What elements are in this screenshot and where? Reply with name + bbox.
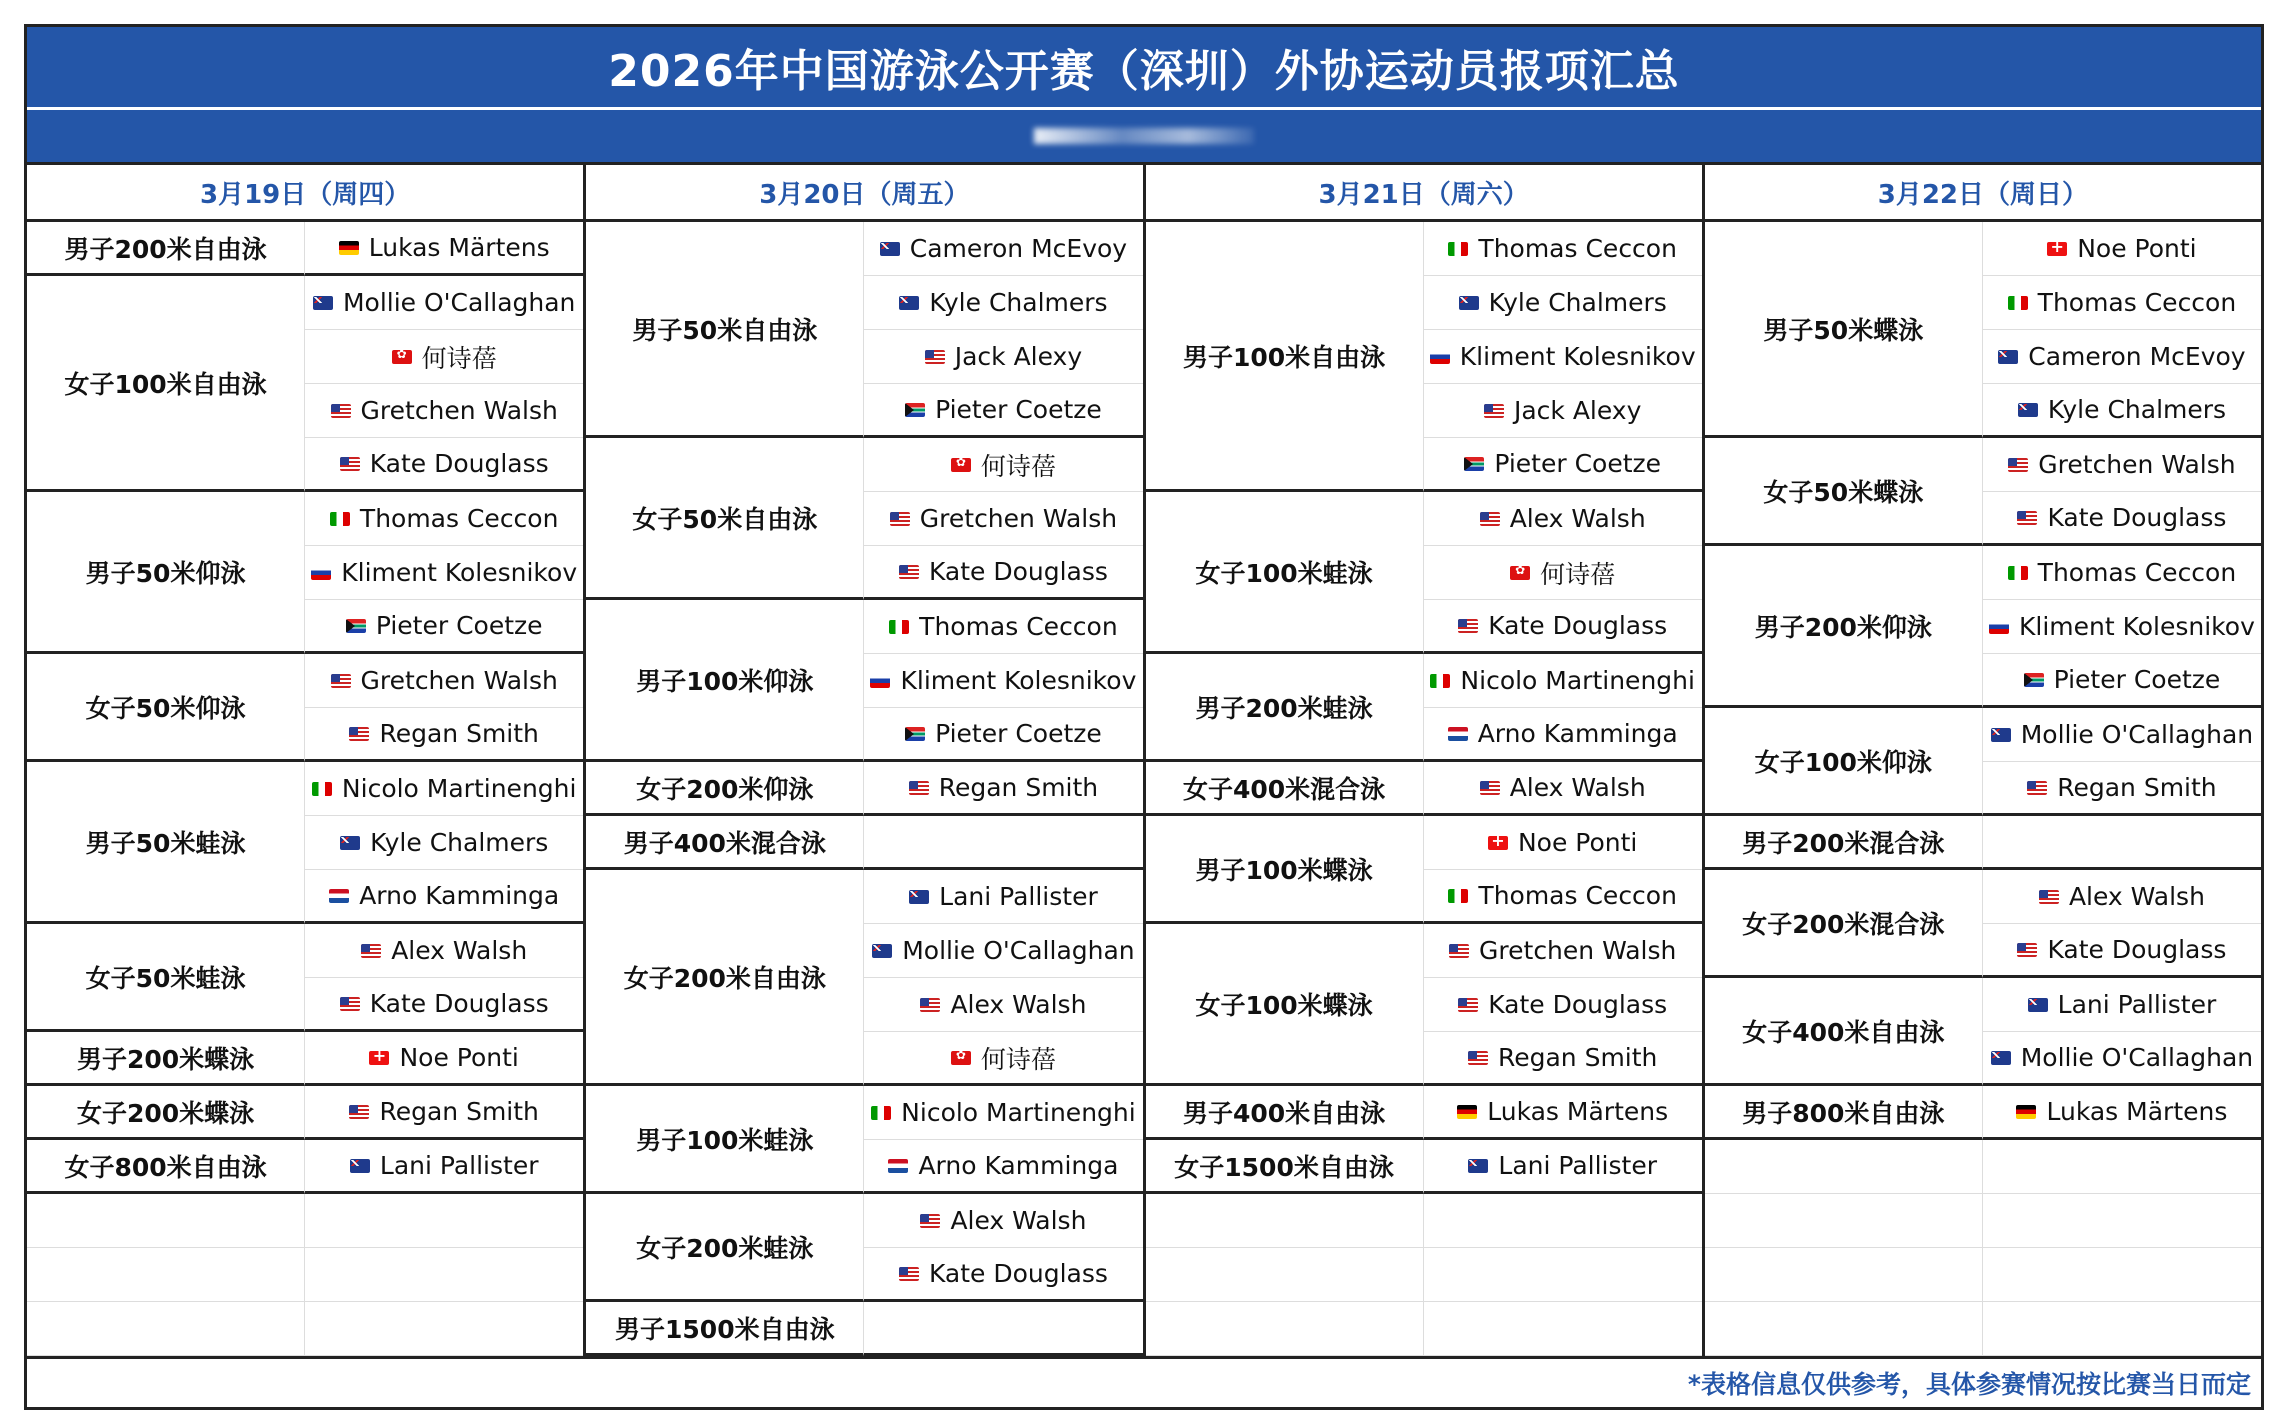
event-name: 女子200米混合泳 — [1705, 870, 1983, 978]
athlete-name: Gretchen Walsh — [919, 504, 1118, 533]
athlete-name: 何诗蓓 — [980, 451, 1056, 481]
athlete-cell — [305, 438, 583, 492]
flag-de-icon — [339, 241, 359, 255]
athlete-cell — [1424, 654, 1702, 708]
empty-cell — [1424, 1194, 1702, 1248]
athlete-cell — [305, 1086, 583, 1140]
athlete-cell — [1983, 708, 2261, 762]
flag-us-icon — [349, 727, 369, 741]
flag-ch-icon — [2047, 242, 2067, 256]
athlete-name: Arno Kamminga — [1477, 719, 1678, 748]
athlete-name: Nicolo Martinenghi — [901, 1098, 1136, 1127]
event-name: 男子100米仰泳 — [586, 600, 864, 762]
day-column — [27, 165, 586, 1356]
flag-au-icon — [2018, 403, 2038, 417]
flag-it-icon — [871, 1106, 891, 1120]
flag-it-icon — [312, 782, 332, 796]
athlete-cell — [864, 1140, 1142, 1194]
athlete-cell — [305, 492, 583, 546]
athlete-name: Cameron McEvoy — [909, 234, 1128, 263]
athlete-cell — [864, 762, 1142, 816]
flag-us-icon — [1468, 1051, 1488, 1065]
athlete-name: Mollie O'Callaghan — [2020, 720, 2254, 749]
athlete-cell-empty — [1983, 816, 2261, 870]
event-name: 男子800米自由泳 — [1705, 1086, 1983, 1140]
athlete-cell — [864, 870, 1142, 924]
athlete-cell — [864, 1032, 1142, 1086]
athlete-cell — [305, 708, 583, 762]
empty-cell — [1705, 1248, 1983, 1302]
athlete-name: Kliment Kolesnikov — [900, 666, 1137, 695]
athlete-cell — [1983, 546, 2261, 600]
flag-us-icon — [1449, 944, 1469, 958]
athlete-cell — [305, 384, 583, 438]
event-name: 女子400米混合泳 — [1146, 762, 1424, 816]
day-column — [1146, 165, 1705, 1356]
athlete-cell — [305, 870, 583, 924]
athlete-cell — [1983, 870, 2261, 924]
flag-nl-icon — [329, 889, 349, 903]
event-name: 女子100米蝶泳 — [1146, 924, 1424, 1086]
athlete-name: Noe Ponti — [2077, 234, 2197, 263]
flag-us-icon — [331, 674, 351, 688]
page-title: 2026年中国游泳公开赛（深圳）外协运动员报项汇总 — [27, 27, 2261, 107]
athlete-cell — [864, 1194, 1142, 1248]
flag-it-icon — [1448, 242, 1468, 256]
event-name: 女子200米自由泳 — [586, 870, 864, 1086]
day-column — [586, 165, 1145, 1356]
athlete-cell — [305, 654, 583, 708]
athlete-name: Lani Pallister — [1498, 1151, 1657, 1180]
athlete-name: Lukas Märtens — [2046, 1097, 2228, 1126]
athlete-name: Gretchen Walsh — [360, 396, 558, 425]
event-name: 男子100米蛙泳 — [586, 1086, 864, 1194]
flag-za-icon — [905, 403, 925, 417]
day-grid — [1146, 222, 1702, 1356]
day-grid — [586, 222, 1142, 1356]
empty-cell — [1424, 1248, 1702, 1302]
flag-au-icon — [1468, 1159, 1488, 1173]
athlete-cell — [305, 546, 583, 600]
athlete-name: Kyle Chalmers — [929, 288, 1108, 317]
athlete-cell — [1983, 924, 2261, 978]
flag-hk-icon — [951, 1051, 971, 1065]
event-name: 女子50米自由泳 — [586, 438, 864, 600]
flag-de-icon — [1457, 1105, 1477, 1119]
athlete-cell — [864, 654, 1142, 708]
empty-cell — [27, 1194, 305, 1248]
event-name: 男子200米混合泳 — [1705, 816, 1983, 870]
athlete-name: Thomas Ceccon — [919, 612, 1118, 641]
athlete-cell — [1424, 816, 1702, 870]
event-name: 女子100米仰泳 — [1705, 708, 1983, 816]
athlete-name: Kate Douglass — [1488, 990, 1668, 1019]
athlete-name: Noe Ponti — [399, 1043, 519, 1072]
day-header: 3月20日（周五） — [586, 165, 1142, 222]
flag-us-icon — [920, 1214, 940, 1228]
event-name: 男子50米蝶泳 — [1705, 222, 1983, 438]
athlete-name: Kliment Kolesnikov — [1459, 342, 1696, 371]
event-name: 女子100米自由泳 — [27, 276, 305, 492]
flag-ch-icon — [369, 1051, 389, 1065]
empty-cell — [305, 1302, 583, 1356]
flag-us-icon — [2017, 511, 2037, 525]
flag-it-icon — [330, 512, 350, 526]
event-name: 女子200米蛙泳 — [586, 1194, 864, 1302]
flag-za-icon — [346, 619, 366, 633]
athlete-name: Regan Smith — [2057, 773, 2217, 802]
event-name: 女子50米仰泳 — [27, 654, 305, 762]
flag-au-icon — [880, 242, 900, 256]
empty-cell — [305, 1248, 583, 1302]
day-header: 3月22日（周日） — [1705, 165, 2261, 222]
flag-hk-icon — [1510, 566, 1530, 580]
athlete-name: Kate Douglass — [2047, 935, 2227, 964]
athlete-cell — [864, 978, 1142, 1032]
athlete-cell — [1983, 492, 2261, 546]
empty-cell — [1983, 1194, 2261, 1248]
athlete-cell — [1983, 762, 2261, 816]
flag-ru-icon — [870, 674, 890, 688]
athlete-cell — [1424, 546, 1702, 600]
athlete-cell — [1983, 384, 2261, 438]
athlete-name: Lukas Märtens — [368, 233, 550, 262]
athlete-name: Nicolo Martinenghi — [341, 774, 577, 803]
empty-cell — [1705, 1194, 1983, 1248]
athlete-name: Mollie O'Callaghan — [902, 936, 1135, 965]
flag-us-icon — [925, 350, 945, 364]
athlete-name: Alex Walsh — [950, 990, 1087, 1019]
event-name: 女子200米仰泳 — [586, 762, 864, 816]
flag-au-icon — [1991, 728, 2011, 742]
athlete-cell — [864, 1248, 1142, 1302]
athlete-name: Pieter Coetze — [935, 719, 1102, 748]
athlete-cell — [1424, 330, 1702, 384]
athlete-name: Regan Smith — [938, 773, 1099, 802]
flag-au-icon — [313, 296, 333, 310]
athlete-name: Jack Alexy — [954, 342, 1083, 371]
athlete-cell — [305, 1032, 583, 1086]
event-name: 男子50米自由泳 — [586, 222, 864, 438]
event-name: 男子1500米自由泳 — [586, 1302, 864, 1356]
athlete-name: Arno Kamminga — [918, 1151, 1119, 1180]
athlete-name: Arno Kamminga — [359, 881, 560, 910]
flag-au-icon — [872, 944, 892, 958]
athlete-cell — [1983, 654, 2261, 708]
empty-cell — [1983, 1140, 2261, 1194]
athlete-cell — [1424, 276, 1702, 330]
flag-za-icon — [905, 727, 925, 741]
flag-au-icon — [350, 1159, 370, 1173]
event-name: 男子50米蛙泳 — [27, 762, 305, 924]
athlete-cell — [864, 276, 1142, 330]
flag-ru-icon — [1430, 350, 1450, 364]
flag-us-icon — [2027, 781, 2047, 795]
athlete-cell — [1424, 1032, 1702, 1086]
athlete-name: Pieter Coetze — [375, 611, 543, 640]
athlete-cell — [1424, 1086, 1702, 1140]
flag-it-icon — [2008, 296, 2028, 310]
flag-us-icon — [2008, 458, 2028, 472]
athlete-name: Regan Smith — [379, 719, 539, 748]
athlete-cell — [305, 276, 583, 330]
athlete-name: Kate Douglass — [928, 1259, 1108, 1288]
athlete-name: Thomas Ceccon — [1478, 881, 1677, 910]
athlete-name: Thomas Ceccon — [359, 504, 559, 533]
athlete-name: Nicolo Martinenghi — [1460, 666, 1695, 695]
athlete-cell — [305, 1140, 583, 1194]
athlete-cell — [1424, 438, 1702, 492]
athlete-name: Lani Pallister — [2057, 990, 2217, 1019]
athlete-name: 何诗蓓 — [1540, 559, 1616, 589]
event-name: 男子200米自由泳 — [27, 222, 305, 276]
athlete-name: Regan Smith — [379, 1097, 539, 1126]
athlete-name: Pieter Coetze — [935, 395, 1102, 424]
athlete-cell — [864, 600, 1142, 654]
athlete-name: Kate Douglass — [928, 557, 1108, 586]
event-name: 女子100米蛙泳 — [1146, 492, 1424, 654]
athlete-name: Lani Pallister — [379, 1151, 539, 1180]
athlete-name: Alex Walsh — [1509, 504, 1646, 533]
athlete-cell — [1424, 600, 1702, 654]
event-name: 女子400米自由泳 — [1705, 978, 1983, 1086]
athlete-cell — [1983, 1086, 2261, 1140]
event-name: 男子200米蛙泳 — [1146, 654, 1424, 762]
athlete-name: Lukas Märtens — [1487, 1097, 1669, 1126]
athlete-name: Kliment Kolesnikov — [2018, 612, 2255, 641]
athlete-name: Gretchen Walsh — [2038, 450, 2236, 479]
athlete-cell — [1424, 978, 1702, 1032]
empty-cell — [1146, 1302, 1424, 1356]
athlete-cell — [1424, 222, 1702, 276]
athlete-name: Kyle Chalmers — [2047, 395, 2227, 424]
athlete-name: Pieter Coetze — [2053, 665, 2221, 694]
empty-cell — [305, 1194, 583, 1248]
athlete-cell — [864, 492, 1142, 546]
day-header: 3月21日（周六） — [1146, 165, 1702, 222]
footer-note: *表格信息仅供参考，具体参赛情况按比赛当日而定 — [27, 1356, 2261, 1407]
athlete-name: Kliment Kolesnikov — [341, 558, 578, 587]
flag-au-icon — [1998, 350, 2018, 364]
athlete-cell — [305, 978, 583, 1032]
athlete-cell — [1424, 384, 1702, 438]
flag-us-icon — [1458, 998, 1478, 1012]
athlete-cell — [1983, 438, 2261, 492]
day-grid — [1705, 222, 2261, 1356]
flag-us-icon — [1480, 781, 1500, 795]
athlete-name: Gretchen Walsh — [360, 666, 558, 695]
flag-za-icon — [2024, 673, 2044, 687]
empty-cell — [1705, 1140, 1983, 1194]
athlete-cell — [305, 330, 583, 384]
flag-au-icon — [899, 296, 919, 310]
empty-cell — [27, 1302, 305, 1356]
athlete-name: Alex Walsh — [391, 936, 528, 965]
flag-us-icon — [349, 1105, 369, 1119]
athlete-cell — [1424, 870, 1702, 924]
flag-us-icon — [899, 565, 919, 579]
athlete-cell — [1424, 708, 1702, 762]
flag-us-icon — [1458, 619, 1478, 633]
blurred-subtitle — [1034, 128, 1254, 144]
flag-it-icon — [2008, 566, 2028, 580]
day-column — [1705, 165, 2261, 1356]
flag-us-icon — [2017, 943, 2037, 957]
athlete-cell — [864, 924, 1142, 978]
event-name: 男子400米混合泳 — [586, 816, 864, 870]
event-name: 女子50米蝶泳 — [1705, 438, 1983, 546]
flag-au-icon — [340, 836, 360, 850]
flag-us-icon — [1484, 404, 1504, 418]
athlete-cell — [1983, 600, 2261, 654]
athlete-cell — [1424, 1140, 1702, 1194]
athlete-name: Kate Douglass — [2047, 503, 2227, 532]
athlete-name: Alex Walsh — [2068, 882, 2205, 911]
athlete-name: Thomas Ceccon — [1478, 234, 1677, 263]
flag-us-icon — [331, 404, 351, 418]
flag-us-icon — [361, 944, 381, 958]
athlete-name: Kate Douglass — [1488, 611, 1668, 640]
athlete-name: Jack Alexy — [1513, 396, 1642, 425]
flag-it-icon — [1430, 674, 1450, 688]
flag-us-icon — [340, 997, 360, 1011]
flag-us-icon — [899, 1267, 919, 1281]
athlete-name: Pieter Coetze — [1494, 449, 1662, 478]
athlete-name: Cameron McEvoy — [2028, 342, 2246, 371]
flag-ru-icon — [311, 566, 331, 580]
athlete-cell — [305, 600, 583, 654]
flag-hk-icon — [951, 458, 971, 472]
flag-us-icon — [2039, 890, 2059, 904]
athlete-cell — [1424, 762, 1702, 816]
flag-hk-icon — [392, 350, 412, 364]
event-name: 女子50米蛙泳 — [27, 924, 305, 1032]
athlete-name: Lani Pallister — [939, 882, 1098, 911]
athlete-name: Kate Douglass — [369, 449, 549, 478]
athlete-cell-empty — [864, 1302, 1142, 1356]
athlete-cell — [305, 762, 583, 816]
athlete-cell — [864, 1086, 1142, 1140]
flag-us-icon — [1480, 512, 1500, 526]
flag-us-icon — [920, 998, 940, 1012]
event-name: 男子200米蝶泳 — [27, 1032, 305, 1086]
athlete-name: 何诗蓓 — [980, 1044, 1056, 1074]
athlete-cell — [864, 330, 1142, 384]
athlete-name: Kate Douglass — [369, 989, 549, 1018]
event-name: 男子200米仰泳 — [1705, 546, 1983, 708]
event-name: 男子100米蝶泳 — [1146, 816, 1424, 924]
athlete-name: Noe Ponti — [1517, 828, 1638, 857]
athlete-cell — [864, 546, 1142, 600]
athlete-name: Regan Smith — [1497, 1043, 1658, 1072]
athlete-cell — [1983, 330, 2261, 384]
flag-ch-icon — [1488, 836, 1508, 850]
athlete-name: Mollie O'Callaghan — [2020, 1043, 2254, 1072]
athlete-cell — [305, 222, 583, 276]
day-grid — [27, 222, 583, 1356]
event-name: 女子800米自由泳 — [27, 1140, 305, 1194]
flag-au-icon — [1459, 296, 1479, 310]
flag-nl-icon — [888, 1159, 908, 1173]
athlete-cell — [305, 816, 583, 870]
empty-cell — [1146, 1194, 1424, 1248]
event-name: 男子400米自由泳 — [1146, 1086, 1424, 1140]
empty-cell — [1983, 1248, 2261, 1302]
athlete-name: Thomas Ceccon — [2037, 558, 2237, 587]
athlete-cell-empty — [864, 816, 1142, 870]
athlete-name: Gretchen Walsh — [1479, 936, 1677, 965]
flag-au-icon — [2028, 998, 2048, 1012]
athlete-name: Kyle Chalmers — [1488, 288, 1667, 317]
athlete-cell — [305, 924, 583, 978]
athlete-name: Alex Walsh — [950, 1206, 1087, 1235]
flag-us-icon — [340, 457, 360, 471]
empty-cell — [1146, 1248, 1424, 1302]
athlete-cell — [1983, 276, 2261, 330]
subtitle-band — [27, 107, 2261, 165]
event-name: 男子50米仰泳 — [27, 492, 305, 654]
athlete-cell — [1424, 924, 1702, 978]
event-name: 女子1500米自由泳 — [1146, 1140, 1424, 1194]
event-name: 女子200米蝶泳 — [27, 1086, 305, 1140]
flag-it-icon — [1448, 889, 1468, 903]
athlete-cell — [1983, 222, 2261, 276]
athlete-cell — [864, 222, 1142, 276]
athlete-name: 何诗蓓 — [421, 343, 497, 373]
flag-nl-icon — [1448, 727, 1468, 741]
athlete-name: Mollie O'Callaghan — [342, 288, 576, 317]
athlete-cell — [864, 384, 1142, 438]
flag-us-icon — [890, 512, 910, 526]
athlete-cell — [1424, 492, 1702, 546]
athlete-name: Thomas Ceccon — [2037, 288, 2237, 317]
empty-cell — [1705, 1302, 1983, 1356]
flag-au-icon — [1991, 1051, 2011, 1065]
day-header: 3月19日（周四） — [27, 165, 583, 222]
flag-ru-icon — [1989, 620, 2009, 634]
empty-cell — [27, 1248, 305, 1302]
schedule-table — [24, 24, 2264, 1410]
flag-us-icon — [909, 781, 929, 795]
event-name: 男子100米自由泳 — [1146, 222, 1424, 492]
athlete-cell — [864, 708, 1142, 762]
flag-it-icon — [889, 620, 909, 634]
flag-au-icon — [909, 890, 929, 904]
athlete-name: Alex Walsh — [1509, 773, 1646, 802]
empty-cell — [1983, 1302, 2261, 1356]
athlete-cell — [1983, 978, 2261, 1032]
empty-cell — [1424, 1302, 1702, 1356]
athlete-name: Kyle Chalmers — [370, 828, 549, 857]
flag-za-icon — [1464, 457, 1484, 471]
flag-de-icon — [2016, 1105, 2036, 1119]
athlete-cell — [1983, 1032, 2261, 1086]
day-columns — [27, 165, 2261, 1356]
athlete-cell — [864, 438, 1142, 492]
